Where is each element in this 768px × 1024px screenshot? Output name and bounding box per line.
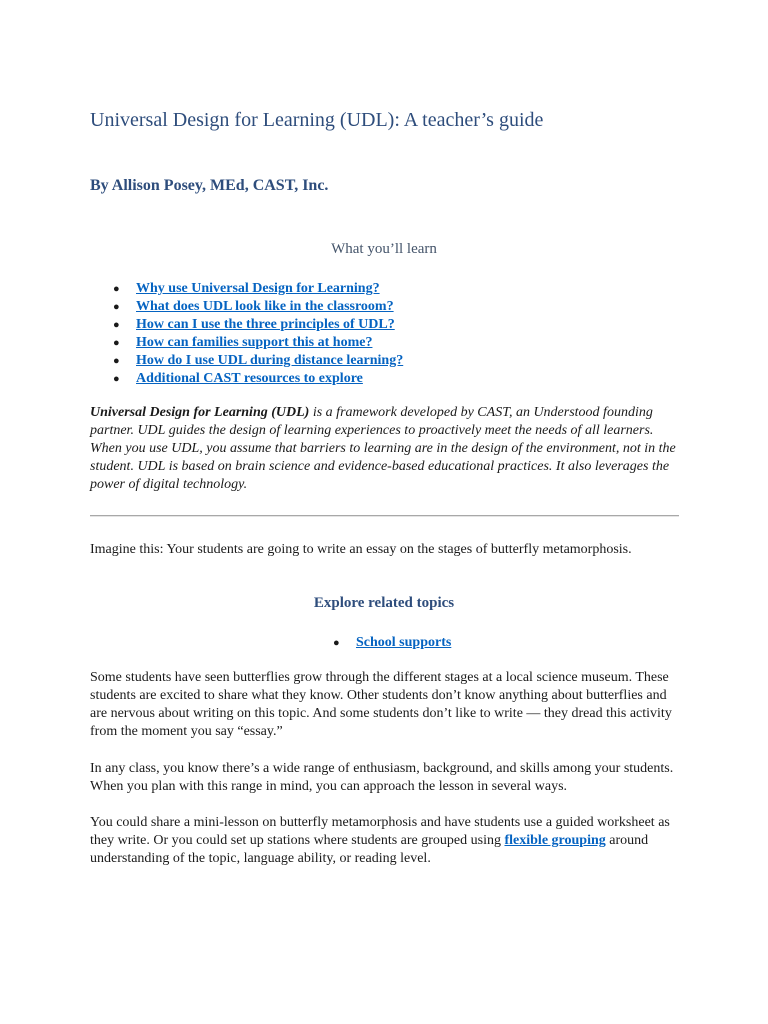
toc-link-three-principles[interactable]: How can I use the three principles of UDL? (136, 317, 395, 332)
document-title: Universal Design for Learning (UDL): A teacher’s guide (90, 109, 544, 131)
body-paragraph-range: In any class, you know there’s a wide range of enthusiasm, background, and skills among your students. When you plan with this range in mind, you can approach the lesson in several ways. (90, 761, 674, 794)
flexible-grouping-link[interactable]: flexible grouping (504, 833, 606, 848)
related-topics-list (333, 634, 451, 652)
related-link-school-supports[interactable]: School supports (356, 635, 452, 650)
udl-term: Universal Design for Learning (UDL) (90, 405, 310, 420)
related-topic-item (333, 634, 451, 652)
author-byline: By Allison Posey, MEd, CAST, Inc. (90, 177, 329, 194)
toc-link-families-support[interactable]: How can families support this at home? (136, 335, 373, 350)
toc-link-udl-in-classroom[interactable]: What does UDL look like in the classroom? (136, 299, 394, 314)
toc-link-distance-learning[interactable]: How do I use UDL during distance learning? (136, 353, 404, 368)
what-youll-learn-heading: What you’ll learn (331, 241, 437, 257)
toc-link-cast-resources[interactable]: Additional CAST resources to explore (136, 371, 363, 386)
bullet-icon: ● (113, 355, 120, 367)
intro-text: is a framework developed by CAST, an Understood founding partner. UDL guides the design of learning experiences to proactively meet the needs of all learners. When you use UDL, you assume that barriers to learning are in the design of the environment, not in the student. UDL is based on brain science and evidence-based educational practices. It also leverages the power of digital technology. (90, 405, 676, 492)
bullet-icon: ● (113, 373, 120, 385)
bullet-icon: ● (113, 319, 120, 331)
toc-item (113, 298, 403, 316)
toc-item (113, 334, 403, 352)
bullet-icon: ● (333, 637, 340, 649)
horizontal-divider (90, 515, 679, 517)
mini-lesson-text-before: You could share a mini-lesson on butterfly metamorphosis and have students use a guided worksheet as they write. Or you could set up stations where students are grouped using (90, 815, 670, 848)
toc-link-why-use-udl[interactable]: Why use Universal Design for Learning? (136, 281, 380, 296)
intro-paragraph (90, 404, 680, 494)
body-paragraph-students: Some students have seen butterflies grow through the different stages at a local science museum. These students are excited to share what they know. Other students don’t know anything about butterflies and are nervous about writing on this topic. And some students don’t like to write — they dread this activity from the moment you say “essay.” (90, 670, 672, 739)
body-paragraph-imagine: Imagine this: Your students are going to write an essay on the stages of butterfly metamorphosis. (90, 542, 632, 557)
bullet-icon: ● (113, 283, 120, 295)
explore-related-topics-heading: Explore related topics (313, 595, 455, 611)
bullet-icon: ● (113, 301, 120, 313)
mini-lesson-text-after: around understanding of the topic, language ability, or reading level. (90, 833, 649, 866)
toc-item (113, 280, 403, 298)
toc-item (113, 370, 403, 388)
toc-item (113, 352, 403, 370)
bullet-icon: ● (113, 337, 120, 349)
table-of-contents (113, 280, 403, 388)
body-paragraph-mini-lesson (90, 814, 680, 868)
toc-item (113, 316, 403, 334)
